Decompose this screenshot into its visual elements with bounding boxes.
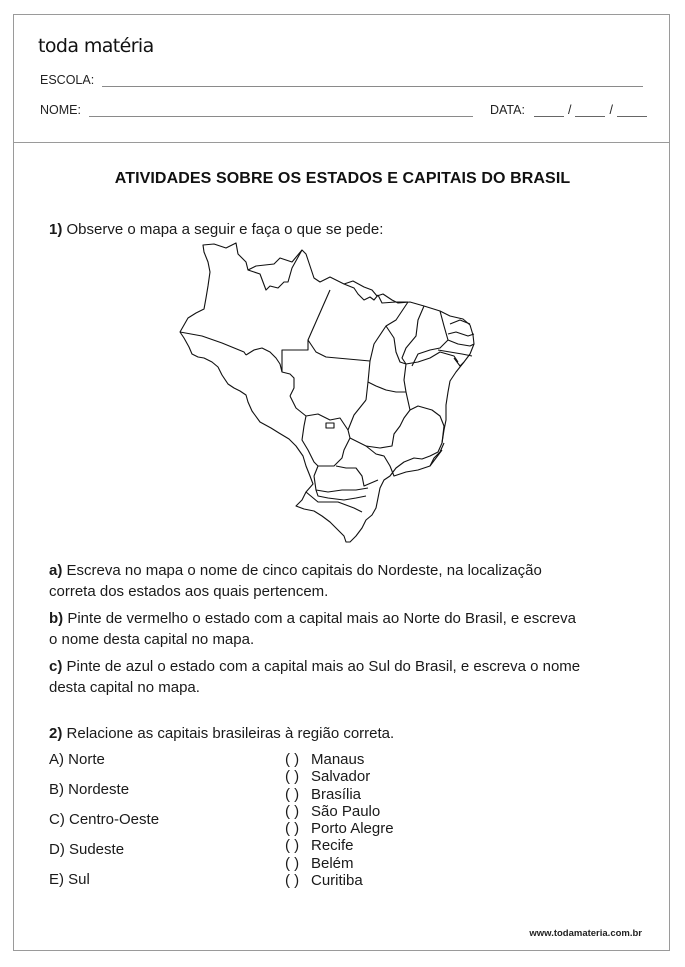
item-letter: c) — [49, 658, 63, 675]
capital-name: Brasília — [311, 785, 362, 803]
escola-field — [40, 73, 643, 87]
answer-box[interactable]: ( ) — [285, 751, 300, 768]
day-input-line[interactable] — [534, 106, 564, 117]
data-label: DATA: — [490, 103, 525, 117]
capital-item — [285, 768, 394, 785]
capital-item — [285, 820, 394, 837]
item-letter: a) — [49, 562, 63, 579]
date-separator: / — [567, 103, 572, 117]
capital-list — [285, 751, 394, 889]
nome-field — [40, 103, 473, 117]
capital-name: Salvador — [311, 768, 371, 786]
nome-label: NOME: — [40, 103, 81, 117]
question-number: 1) — [49, 221, 63, 238]
data-field — [490, 103, 650, 117]
capital-item — [285, 872, 394, 889]
region-item: B) Nordeste — [49, 781, 130, 798]
capital-name: Porto Alegre — [311, 820, 394, 838]
region-item: A) Norte — [49, 751, 105, 768]
escola-input-line[interactable] — [102, 76, 643, 87]
nome-input-line[interactable] — [89, 106, 473, 117]
brazil-map — [178, 240, 483, 550]
answer-box[interactable]: ( ) — [285, 785, 300, 803]
escola-label: ESCOLA: — [40, 73, 95, 87]
region-item: C) Centro-Oeste — [49, 811, 160, 828]
answer-box[interactable]: ( ) — [285, 820, 300, 838]
question-2 — [49, 723, 649, 744]
worksheet-header — [14, 15, 669, 143]
question-1a — [49, 560, 649, 602]
item-text-line2: correta dos estados aos quais pertencem. — [49, 583, 329, 600]
question-text: Observe o mapa a seguir e faça o que se pede: — [66, 221, 384, 238]
month-input-line[interactable] — [575, 106, 605, 117]
item-text-line2: o nome desta capital no mapa. — [49, 631, 255, 648]
question-1c — [49, 656, 649, 698]
capital-item — [285, 803, 394, 820]
capital-item — [285, 837, 394, 854]
capital-name: Manaus — [311, 751, 365, 768]
question-number: 2) — [49, 725, 63, 742]
date-separator: / — [609, 103, 613, 117]
item-text-line2: desta capital no mapa. — [49, 679, 200, 696]
answer-box[interactable]: ( ) — [285, 768, 300, 786]
answer-box[interactable]: ( ) — [285, 872, 300, 890]
question-1b — [49, 608, 649, 650]
capital-item — [285, 751, 394, 768]
region-item: D) Sudeste — [49, 841, 125, 858]
footer-url: www.todamateria.com.br — [529, 928, 642, 939]
capital-name: Belém — [311, 854, 354, 872]
answer-box[interactable]: ( ) — [285, 854, 300, 872]
brand-logo: toda matéria — [38, 35, 154, 57]
capital-item — [285, 855, 394, 872]
year-input-line[interactable] — [617, 106, 647, 117]
capital-name: Curitiba — [311, 872, 363, 890]
region-item: E) Sul — [49, 871, 90, 888]
question-1 — [49, 219, 649, 240]
item-letter: b) — [49, 610, 64, 627]
region-list — [49, 750, 159, 900]
capital-name: São Paulo — [311, 802, 381, 820]
item-text-line1: Pinte de vermelho o estado com a capital mais ao Norte do Brasil, e escreva — [67, 610, 576, 627]
answer-box[interactable]: ( ) — [285, 802, 300, 820]
item-text-line1: Pinte de azul o estado com a capital mais ao Sul do Brasil, e escreva o nome — [66, 658, 581, 675]
worksheet-title: ATIVIDADES SOBRE OS ESTADOS E CAPITAIS DO BRASIL — [114, 170, 571, 187]
answer-box[interactable]: ( ) — [285, 837, 300, 855]
capital-item — [285, 786, 394, 803]
question-text: Relacione as capitais brasileiras à região correta. — [66, 725, 395, 742]
item-text-line1: Escreva no mapa o nome de cinco capitais do Nordeste, na localização — [66, 562, 542, 579]
capital-name: Recife — [311, 837, 354, 855]
